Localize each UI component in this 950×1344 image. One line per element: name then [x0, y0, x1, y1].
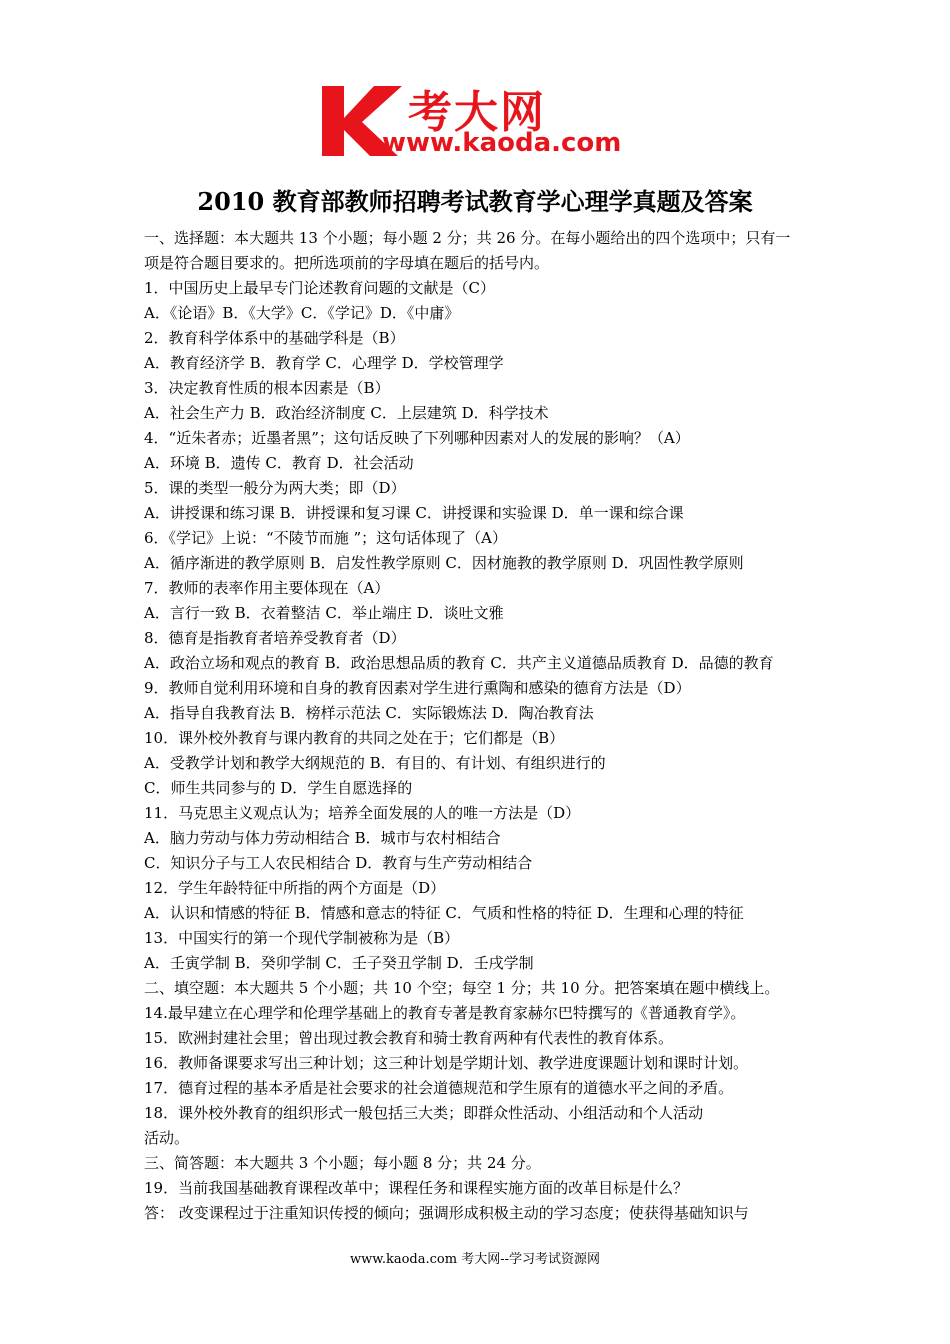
text-line: 4．“近朱者赤；近墨者黑”；这句话反映了下列哪种因素对人的发展的影响？（A） — [144, 429, 690, 447]
text-line: A．《论语》B．《大学》C．《学记》D．《中庸》 — [144, 304, 460, 322]
text-line: 14.最早建立在心理学和伦理学基础上的教育专著是教育家赫尔巴特撰写的《普通教育学》。 — [144, 1004, 746, 1022]
text-line: 5．课的类型一般分为两大类；即（D） — [144, 479, 406, 497]
text-line: 2．教育科学体系中的基础学科是（B） — [144, 329, 405, 347]
text-line: 3．决定教育性质的根本因素是（B） — [144, 379, 390, 397]
text-line: 18．课外校外教育的组织形式一般包括三大类；即群众性活动、小组活动和个人活动 — [144, 1104, 704, 1122]
text-line: 16．教师备课要求写出三种计划；这三种计划是学期计划、教学进度课题计划和课时计划。 — [144, 1054, 749, 1072]
text-line: 9．教师自觉利用环境和自身的教育因素对学生进行熏陶和感染的德育方法是（D） — [144, 679, 691, 697]
text-line: A．言行一致 B．衣着整洁 C．举止端庄 D．谈吐文雅 — [144, 604, 504, 622]
text-line: A．认识和情感的特征 B．情感和意志的特征 C．气质和性格的特征 D．生理和心理的特征 — [144, 904, 744, 922]
text-line: 答： 改变课程过于注重知识传授的倾向；强调形成积极主动的学习态度；使获得基础知识与 — [144, 1204, 749, 1222]
text-line: 17．德育过程的基本矛盾是社会要求的社会道德规范和学生原有的道德水平之间的矛盾。 — [144, 1079, 734, 1097]
text-line: A．受教学计划和教学大纲规范的 B．有目的、有计划、有组织进行的 — [144, 754, 606, 772]
text-line: 一、选择题：本大题共 13 个小题；每小题 2 分；共 26 分。在每小题给出的四个选项中；只有一 — [144, 229, 791, 247]
text-line: 二、填空题：本大题共 5 个小题；共 10 个空；每空 1 分；共 10 分。把答案填在题中横线上。 — [144, 979, 780, 997]
logo-url: www.kaoda.com — [382, 128, 622, 158]
text-line: 15．欧洲封建社会里；曾出现过教会教育和骑士教育两种有代表性的教育体系。 — [144, 1029, 674, 1047]
text-line: A．社会生产力 B．政治经济制度 C．上层建筑 D．科学技术 — [144, 404, 549, 422]
text-line: A．政治立场和观点的教育 B．政治思想品质的教育 C．共产主义道德品质教育 D．品德的教育 — [144, 654, 774, 672]
text-line: A．环境 B．遗传 C．教育 D．社会活动 — [144, 454, 414, 472]
text-line: 活动。 — [144, 1129, 190, 1147]
text-line: 12．学生年龄特征中所指的两个方面是（D） — [144, 879, 446, 897]
text-line: A．讲授课和练习课 B．讲授课和复习课 C．讲授课和实验课 D．单一课和综合课 — [144, 504, 684, 522]
text-line: 8．德育是指教育者培养受教育者（D） — [144, 629, 406, 647]
text-line: C．师生共同参与的 D．学生自愿选择的 — [144, 779, 413, 797]
text-line: C．知识分子与工人农民相结合 D．教育与生产劳动相结合 — [144, 854, 533, 872]
document-body — [144, 226, 814, 1226]
text-line: A．壬寅学制 B．癸卯学制 C．壬子癸丑学制 D．壬戌学制 — [144, 954, 534, 972]
document-title: 2010 教育部教师招聘考试教育学心理学真题及答案 — [197, 187, 753, 216]
text-line: 10．课外校外教育与课内教育的共同之处在于；它们都是（B） — [144, 729, 565, 747]
text-line: 1．中国历史上最早专门论述教育问题的文献是（C） — [144, 279, 496, 297]
text-line: 11．马克思主义观点认为；培养全面发展的人的唯一方法是（D） — [144, 804, 581, 822]
text-line: 7．教师的表率作用主要体现在（A） — [144, 579, 390, 597]
page-footer: www.kaoda.com 考大网--学习考试资源网 — [350, 1252, 600, 1267]
text-line: 项是符合题目要求的。把所选项前的字母填在题后的括号内。 — [144, 254, 550, 272]
logo-chinese-name: 考大网 — [408, 87, 546, 138]
kaoda-logo — [318, 82, 638, 160]
text-line: A．指导自我教育法 B．榜样示范法 C．实际锻炼法 D．陶冶教育法 — [144, 704, 594, 722]
text-line: A．脑力劳动与体力劳动相结合 B．城市与农村相结合 — [144, 829, 501, 847]
text-line: A．循序渐进的教学原则 B．启发性教学原则 C．因材施教的教学原则 D．巩固性教学原则 — [144, 554, 744, 572]
text-line: 6．《学记》上说：“不陵节而施 ”；这句话体现了（A） — [144, 529, 507, 547]
text-line: 三、简答题：本大题共 3 个小题；每小题 8 分；共 24 分。 — [144, 1154, 541, 1172]
text-line: 13．中国实行的第一个现代学制被称为是（B） — [144, 929, 460, 947]
text-line: A．教育经济学 B．教育学 C．心理学 D．学校管理学 — [144, 354, 504, 372]
text-line: 19．当前我国基础教育课程改革中；课程任务和课程实施方面的改革目标是什么？ — [144, 1179, 689, 1197]
